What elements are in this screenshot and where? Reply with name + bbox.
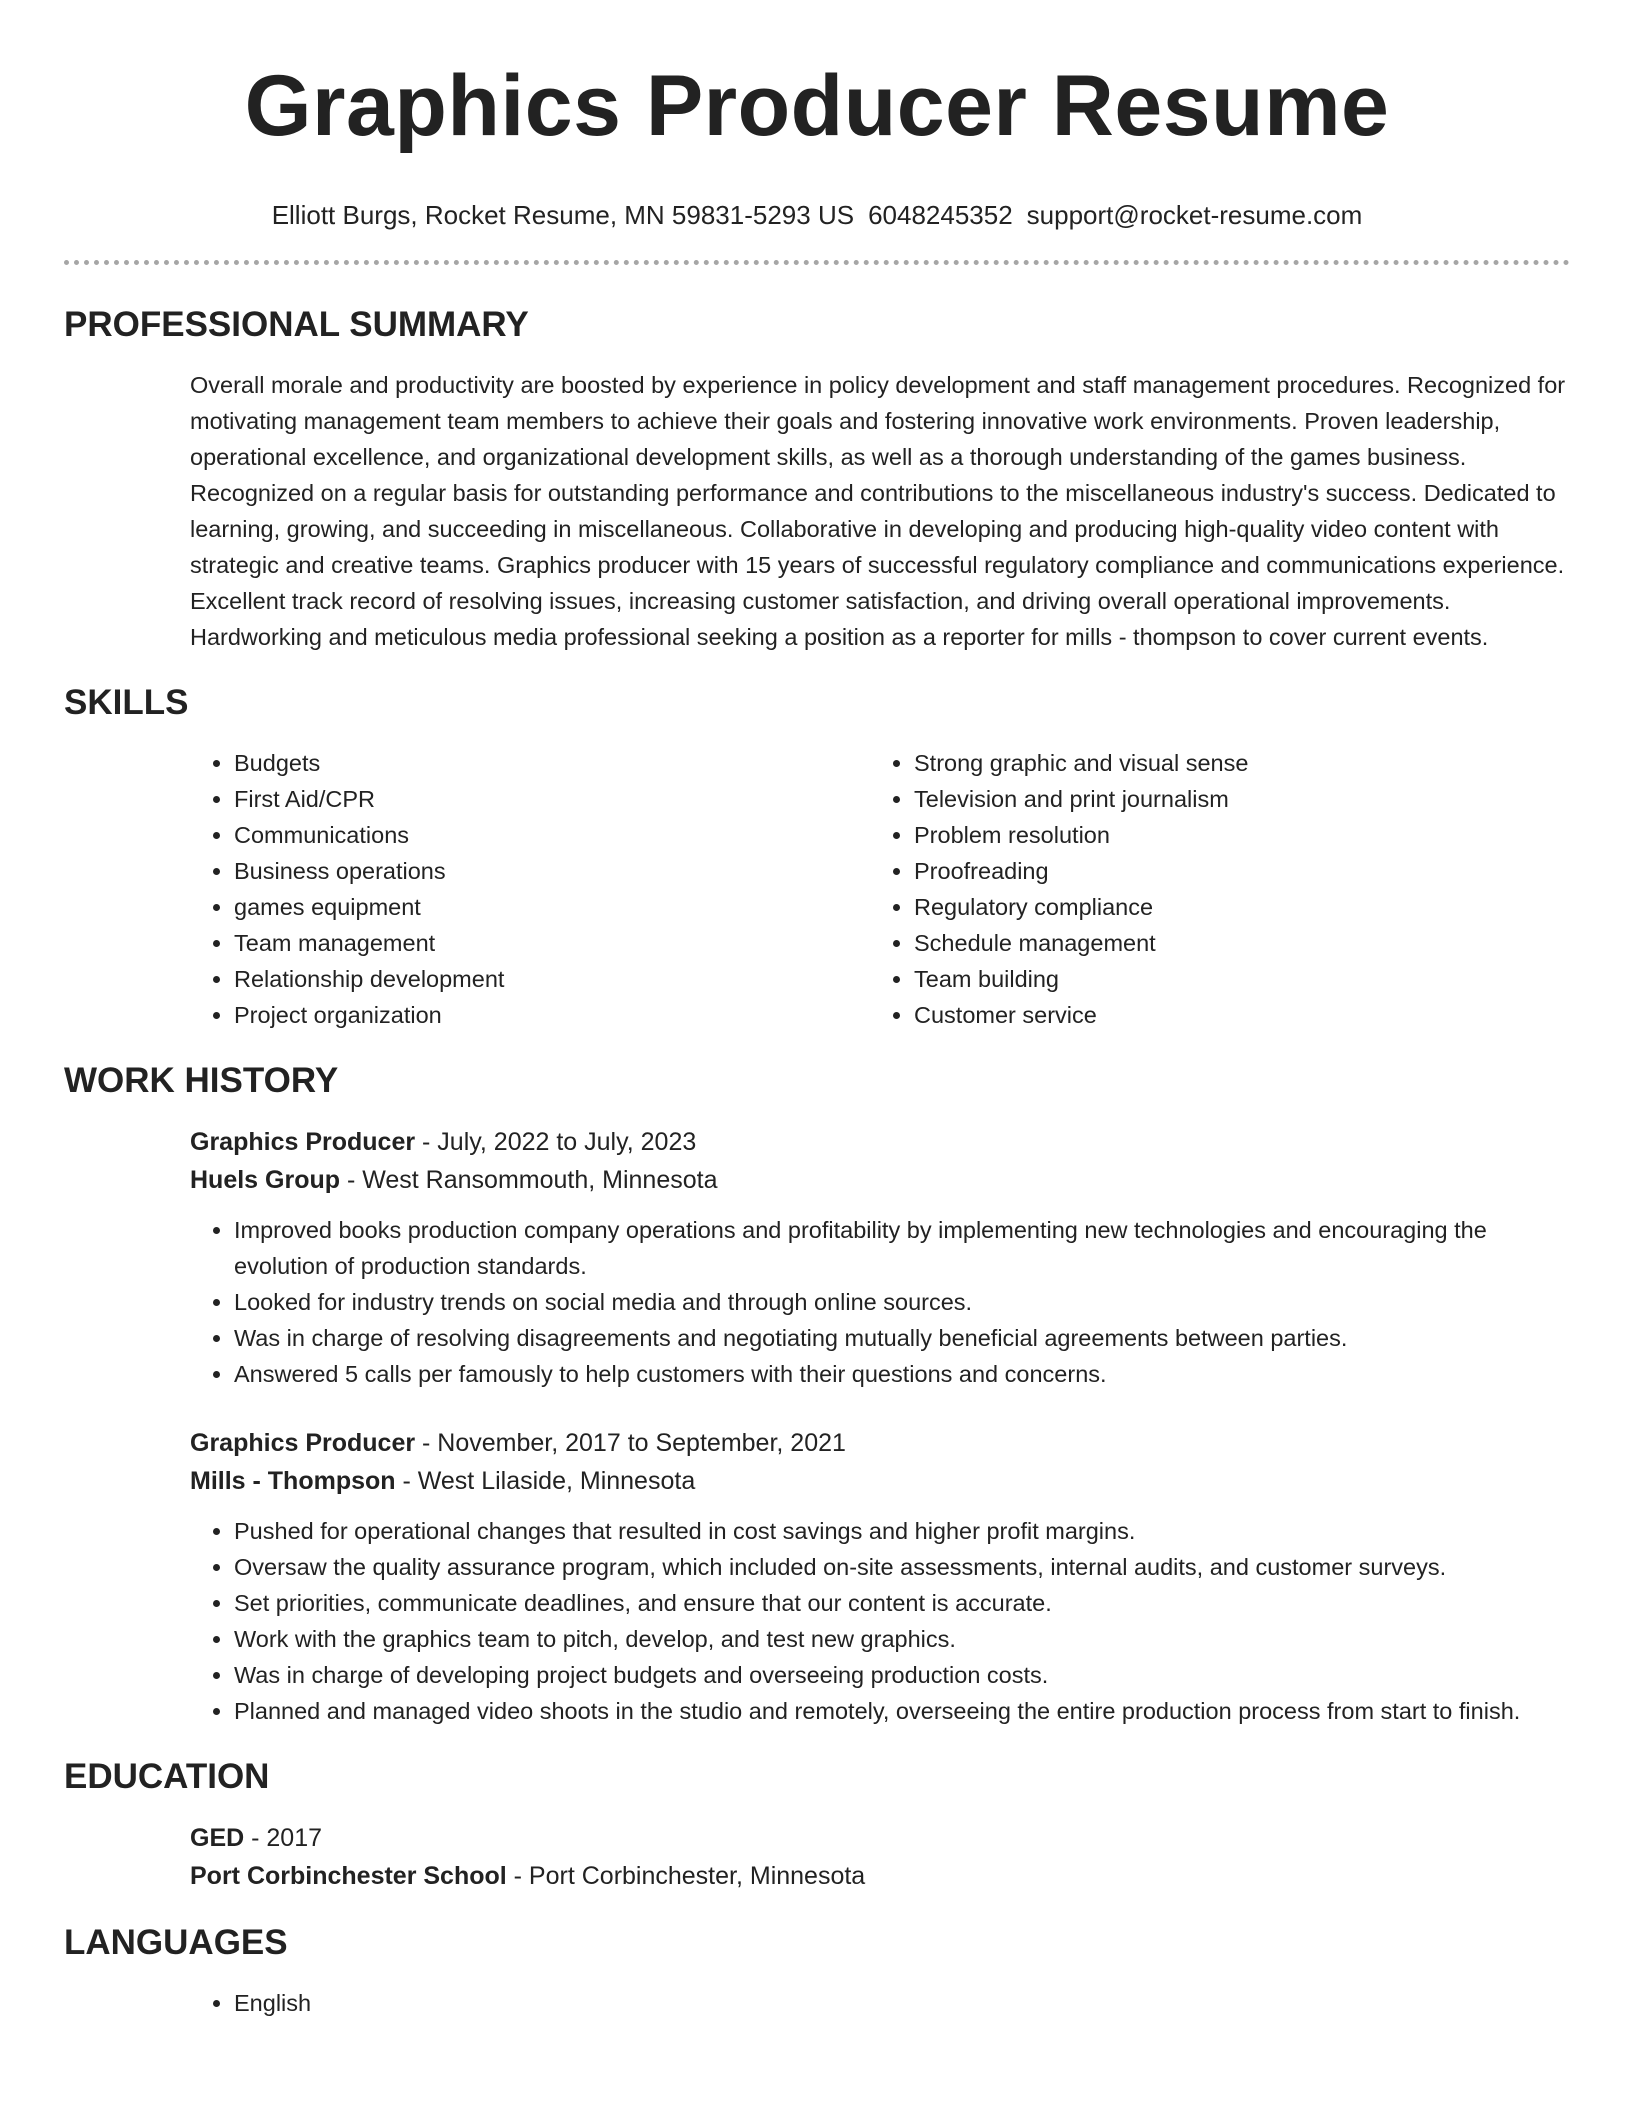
work-history-section xyxy=(64,1061,1570,1729)
job-bullet: • Pushed for operational changes that resulted in cost savings and higher profit margins. xyxy=(234,1513,1570,1549)
job-bullet: • Looked for industry trends on social media and through online sources. xyxy=(234,1284,1570,1320)
job-title-line xyxy=(190,1424,1570,1462)
job-title: Graphics Producer xyxy=(190,1128,416,1156)
company-name: Huels Group xyxy=(190,1166,341,1194)
skill-item: • Team building xyxy=(914,961,1550,997)
job-title: Graphics Producer xyxy=(190,1429,416,1457)
job-bullet: • Was in charge of developing project budgets and overseeing production costs. xyxy=(234,1657,1570,1693)
job-bullet: • Improved books production company operations and profitability by implementing new technologies and encouraging the evolution of production standards. xyxy=(234,1212,1570,1284)
school-name: Port Corbinchester School xyxy=(190,1862,507,1890)
job-bullet: • Oversaw the quality assurance program, which included on-site assessments, internal audits, and customer surveys. xyxy=(234,1549,1570,1585)
degree-year: - 2017 xyxy=(244,1824,323,1852)
skills-column-left xyxy=(190,745,870,1033)
degree-name: GED xyxy=(190,1824,245,1852)
summary-section xyxy=(64,305,1570,655)
company-line xyxy=(190,1161,1570,1199)
company-name: Mills - Thompson xyxy=(190,1467,396,1495)
skill-item: • Budgets xyxy=(234,745,870,781)
job-bullet: • Was in charge of resolving disagreements and negotiating mutually beneficial agreements between parties. xyxy=(234,1320,1570,1356)
company-line xyxy=(190,1462,1570,1500)
job-bullet: • Answered 5 calls per famously to help customers with their questions and concerns. xyxy=(234,1356,1570,1392)
job-title-line xyxy=(190,1123,1570,1161)
skill-item: • Customer service xyxy=(914,997,1550,1033)
school-line xyxy=(190,1857,1570,1895)
skill-item: • Business operations xyxy=(234,853,870,889)
skill-item: • Relationship development xyxy=(234,961,870,997)
contact-line xyxy=(64,199,1570,231)
skill-item: • Team management xyxy=(234,925,870,961)
skill-item: • games equipment xyxy=(234,889,870,925)
job-bullet: • Work with the graphics team to pitch, develop, and test new graphics. xyxy=(234,1621,1570,1657)
contact-phone: 6048245352 xyxy=(868,200,1013,230)
job-dates: - November, 2017 to September, 2021 xyxy=(415,1429,846,1457)
skill-item: • Problem resolution xyxy=(914,817,1550,853)
resume-title: Graphics Producer Resume xyxy=(244,58,1390,154)
education-section xyxy=(64,1757,1570,1895)
skill-item: • Schedule management xyxy=(914,925,1550,961)
work-history-heading: WORK HISTORY xyxy=(64,1061,339,1100)
skills-section xyxy=(64,683,1570,1033)
skills-heading: SKILLS xyxy=(64,683,189,722)
company-location: - West Ransommouth, Minnesota xyxy=(340,1166,718,1194)
skill-item: • Television and print journalism xyxy=(914,781,1550,817)
company-location: - West Lilaside, Minnesota xyxy=(395,1467,696,1495)
summary-text: Overall morale and productivity are boosted by experience in policy development and staff management procedures. Recognized for motivating management team members to achieve their goals and fostering innovative work environments. Proven leadership, operational excellence, and organizational development skills, as well as a thorough understanding of the games business. Recognized on a regular basis for outstanding performance and contributions to the miscellaneous industry's success. Dedicated to learning, growing, and succeeding in miscellaneous. Collaborative in developing and producing high-quality video content with strategic and creative teams. Graphics producer with 15 years of successful regulatory compliance and communications experience. Excellent track record of resolving issues, increasing customer satisfaction, and driving overall operational improvements. Hardworking and meticulous media professional seeking a position as a reporter for mills - thompson to cover current events. xyxy=(190,372,1566,650)
job-entry xyxy=(64,1424,1570,1729)
school-location: - Port Corbinchester, Minnesota xyxy=(506,1862,866,1890)
skill-item: • First Aid/CPR xyxy=(234,781,870,817)
job-dates: - July, 2022 to July, 2023 xyxy=(415,1128,697,1156)
skills-column-right xyxy=(870,745,1550,1033)
skill-item: • Regulatory compliance xyxy=(914,889,1550,925)
skill-item: • Strong graphic and visual sense xyxy=(914,745,1550,781)
job-bullet: • Planned and managed video shoots in the studio and remotely, overseeing the entire production process from start to finish. xyxy=(234,1693,1570,1729)
skill-item: • Proofreading xyxy=(914,853,1550,889)
languages-heading: LANGUAGES xyxy=(64,1923,288,1962)
language-item: • English xyxy=(234,1985,1570,2021)
languages-section xyxy=(64,1923,1570,2021)
contact-email[interactable]: support@rocket-resume.com xyxy=(1026,200,1363,230)
header-divider xyxy=(64,260,1570,265)
job-entry xyxy=(64,1123,1570,1392)
skill-item: • Communications xyxy=(234,817,870,853)
degree-line xyxy=(190,1819,1570,1857)
contact-address: Elliott Burgs, Rocket Resume, MN 59831-5293 US xyxy=(271,200,855,230)
job-bullet: • Set priorities, communicate deadlines, and ensure that our content is accurate. xyxy=(234,1585,1570,1621)
skill-item: • Project organization xyxy=(234,997,870,1033)
summary-heading: PROFESSIONAL SUMMARY xyxy=(64,305,529,344)
education-heading: EDUCATION xyxy=(64,1757,270,1796)
